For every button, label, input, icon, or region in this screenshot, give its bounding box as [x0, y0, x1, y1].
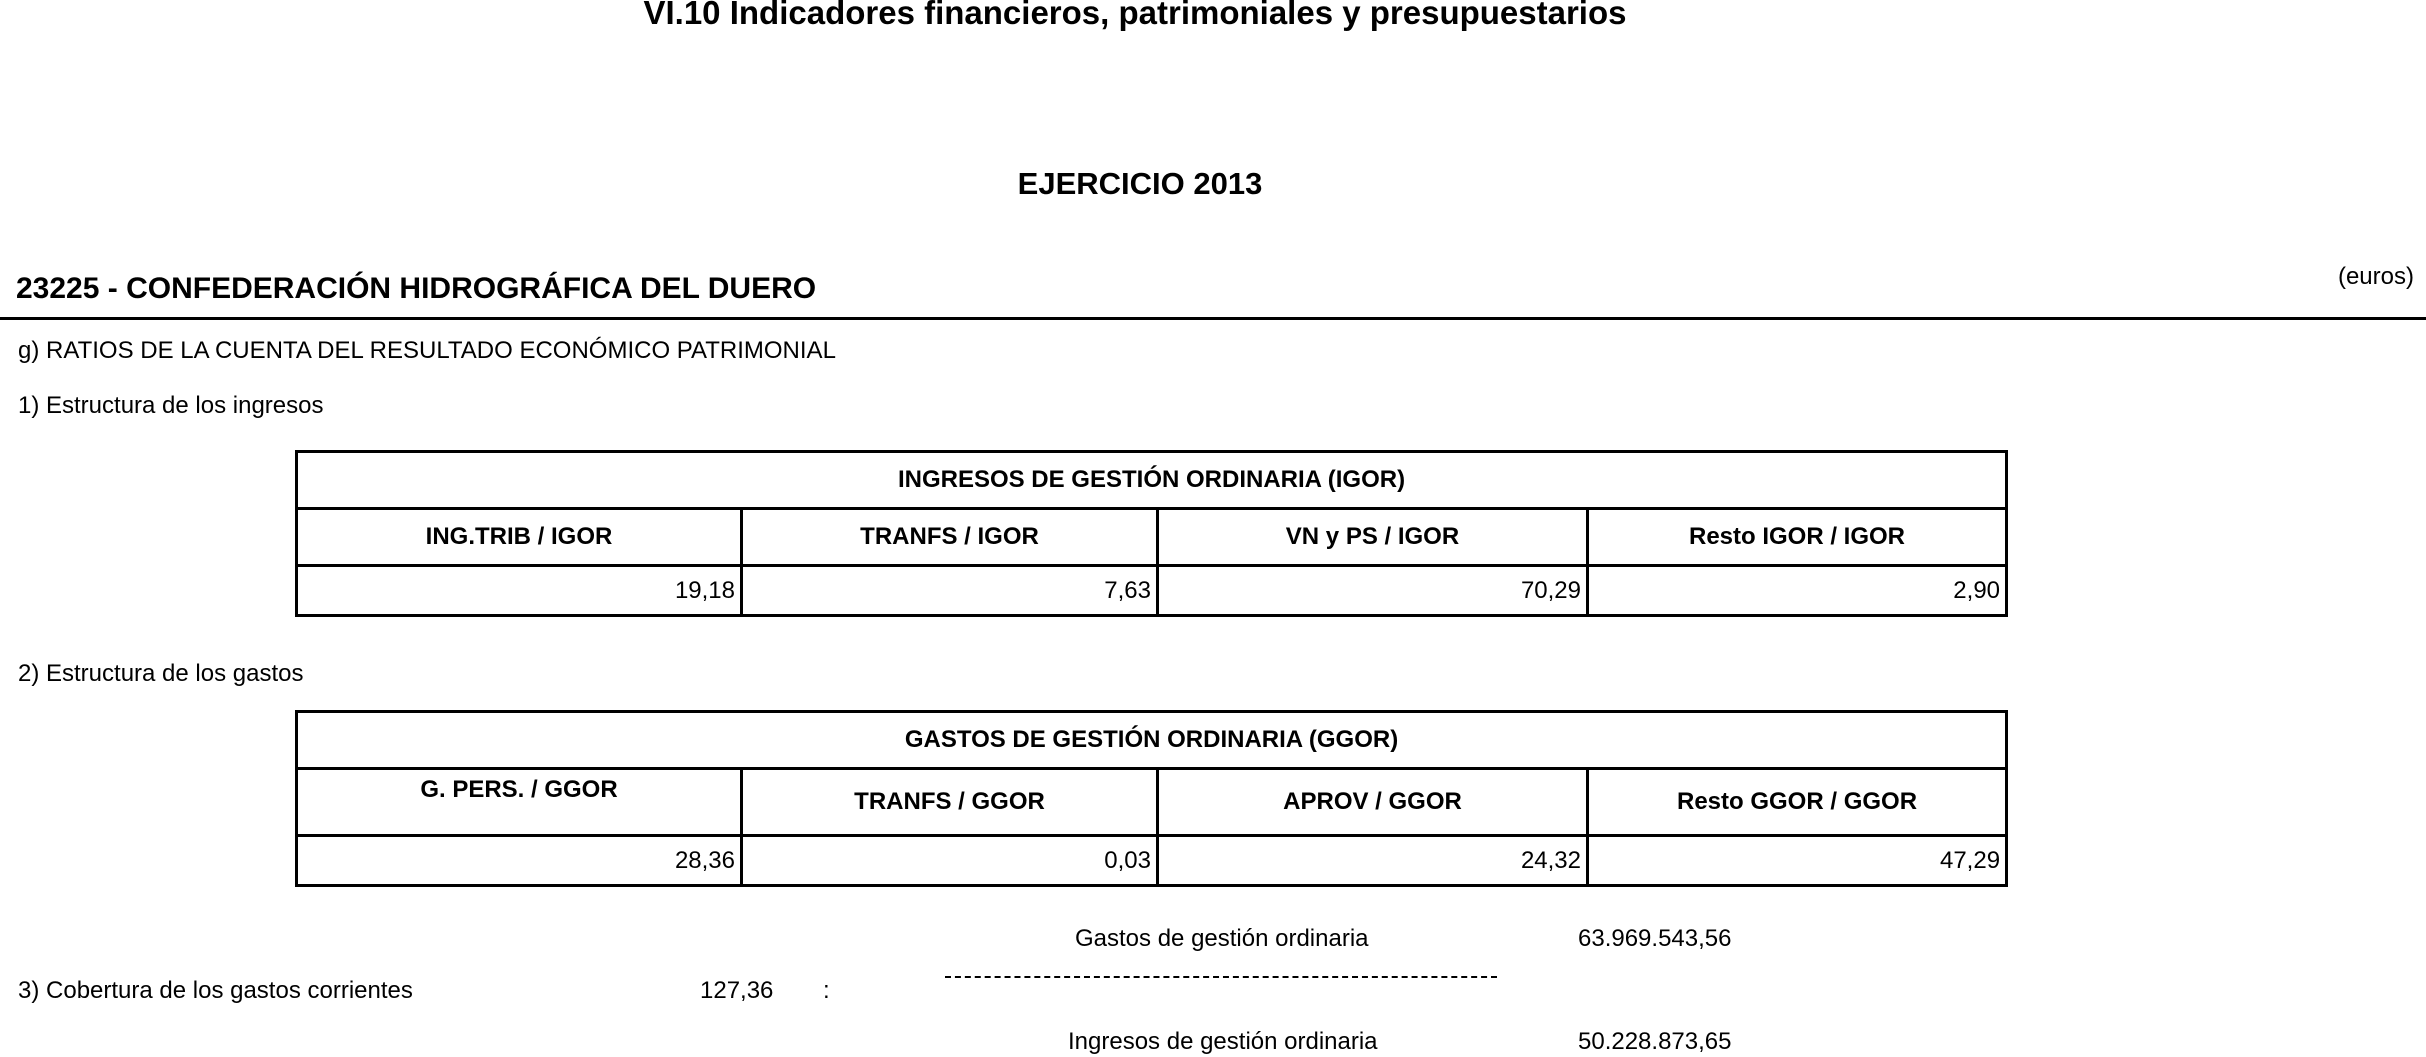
- ratio-value: 19,18: [297, 566, 742, 616]
- denominator-value: 50.228.873,65: [1578, 1028, 1732, 1055]
- ratio-value: 47,29: [1588, 836, 2007, 886]
- coverage-label: 3) Cobertura de los gastos corrientes: [18, 977, 413, 1004]
- fraction-line: [945, 976, 1497, 978]
- ratio-value: 2,90: [1588, 566, 2007, 616]
- section-title: g) RATIOS DE LA CUENTA DEL RESULTADO ECONÓMICO PATRIMONIAL: [18, 337, 836, 364]
- column-header: TRANFS / IGOR: [742, 509, 1158, 566]
- income-structure-label: 1) Estructura de los ingresos: [18, 392, 324, 419]
- ratio-value: 70,29: [1158, 566, 1588, 616]
- ratio-value: 24,32: [1158, 836, 1588, 886]
- entity-name: 23225 - CONFEDERACIÓN HIDROGRÁFICA DEL DUERO: [16, 272, 817, 305]
- column-header: TRANFS / GGOR: [742, 769, 1158, 836]
- exercise-year: EJERCICIO 2013: [1017, 166, 1263, 201]
- income-ratio-table: [295, 450, 2008, 617]
- coverage-separator: :: [823, 977, 830, 1004]
- income-table-title: INGRESOS DE GESTIÓN ORDINARIA (IGOR): [297, 452, 2007, 509]
- column-header: Resto IGOR / IGOR: [1588, 509, 2007, 566]
- coverage-value: 127,36: [700, 977, 774, 1004]
- numerator-label: Gastos de gestión ordinaria: [1075, 925, 1369, 952]
- numerator-value: 63.969.543,56: [1578, 925, 1732, 952]
- expense-table-title: GASTOS DE GESTIÓN ORDINARIA (GGOR): [297, 712, 2007, 769]
- column-header: G. PERS. / GGOR: [297, 769, 742, 836]
- units-label: (euros): [2337, 263, 2414, 290]
- column-header: APROV / GGOR: [1158, 769, 1588, 836]
- expense-structure-label: 2) Estructura de los gastos: [18, 660, 304, 687]
- column-header: VN y PS / IGOR: [1158, 509, 1588, 566]
- ratio-value: 0,03: [742, 836, 1158, 886]
- ratio-value: 7,63: [742, 566, 1158, 616]
- page-title: VI.10 Indicadores financieros, patrimoniales y presupuestarios: [643, 0, 1627, 31]
- header-rule: [0, 317, 2426, 320]
- denominator-label: Ingresos de gestión ordinaria: [1068, 1028, 1378, 1055]
- column-header: ING.TRIB / IGOR: [297, 509, 742, 566]
- expense-ratio-table: [295, 710, 2008, 887]
- column-header: Resto GGOR / GGOR: [1588, 769, 2007, 836]
- ratio-value: 28,36: [297, 836, 742, 886]
